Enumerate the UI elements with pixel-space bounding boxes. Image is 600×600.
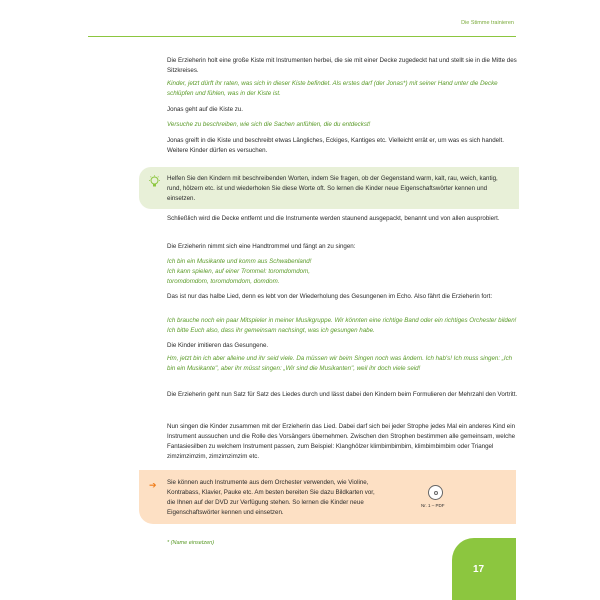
speech-4: Hm, jetzt bin ich aber alleine und ihr seid viele. Da müssen wir beim Singen noch was ändern. Ich hab's! Ich muss singen: „Ich bin ein Musikante", aber ihr müsst singen: „Wir sind die Musikanten", weil ihr doch viele seid! [167, 355, 513, 372]
paragraph-3: Jonas greift in die Kiste und beschreibt etwas Längliches, Eckiges, Kantiges etc. Vielleicht errät er, um was es sich handelt. Weitere Kinder dürfen es versuchen. [167, 137, 504, 154]
header-rule [88, 36, 516, 37]
lightbulb-icon [148, 175, 161, 188]
running-header: Die Stimme trainieren [461, 20, 514, 26]
page-number: 17 [473, 564, 485, 575]
speech-1: Kinder, jetzt dürft ihr raten, was sich in dieser Kiste befindet. Als erstes darf (der Jonas*) mit seiner Hand unter die Decke schlüpfen und fühlen, was in der Kiste ist. [167, 80, 498, 97]
info-text: Sie können auch Instrumente aus dem Orchester verwenden, wie Violine, Kontrabass, Klavier, Pauke etc. Am besten bereiten Sie dazu Bildkarten vor, die Ihnen auf der DVD zur Verfügung stehen. So lernen die Kinder neue Eigenschaftswörter kennen und einsetzen. [167, 479, 375, 516]
cd-icon [428, 485, 443, 500]
speech-2: Versuche zu beschreiben, wie sich die Sachen anfühlen, die du entdeckst! [167, 121, 371, 128]
footnote: * (Name einsetzen) [167, 540, 215, 546]
paragraph-9: Nun singen die Kinder zusammen mit der Erzieherin das Lied. Dabei darf sich bei jeder Strophe jedes Mal ein anderes Kind ein Instrument aussuchen und die Rolle des Vorsängers übernehmen. Zwischen den Strophen bestimmen alle gemeinsam, welche Fantasiesilben zu welchem Instrument passen, zum Beispiel: Klanghölzer klimbimbimbim, klimbimbimbim oder Triangel zimzimzimzim, zimzimzimzim etc. [167, 423, 516, 460]
cd-label: Nr. 1 – PDF [421, 503, 445, 508]
paragraph-8: Die Erzieherin geht nun Satz für Satz des Liedes durch und lässt dabei den Kindern beim Formulieren der Mehrzahl den Vortritt. [167, 391, 518, 398]
paragraph-1: Die Erzieherin holt eine große Kiste mit Instrumenten herbei, die sie mit einer Decke zugedeckt hat und stellt sie in die Mitte des Sitzkreises. [167, 57, 517, 74]
paragraph-7: Die Kinder imitieren das Gesungene. [167, 342, 269, 349]
paragraph-2: Jonas geht auf die Kiste zu. [167, 106, 244, 113]
paragraph-4: Schließlich wird die Decke entfernt und die Instrumente werden staunend ausgepackt, benannt und von allen ausprobiert. [167, 215, 500, 222]
paragraph-5: Die Erzieherin nimmt sich eine Handtrommel und fängt an zu singen: [167, 243, 356, 250]
paragraph-6: Das ist nur das halbe Lied, denn es lebt von der Wiederholung des Gesungenen im Echo. Also fährt die Erzieherin fort: [167, 293, 493, 300]
arrow-right-icon: ➔ [149, 480, 157, 490]
tip-text: Helfen Sie den Kindern mit beschreibenden Worten, indem Sie fragen, ob der Gegenstand warm, kalt, rau, weich, kantig, rund, hölzern etc. ist und wiederholen Sie diese Worte oft. So lernen die Kinder neue Eigenschaftswörter kennen und einsetzen. [167, 175, 498, 202]
speech-3: Ich brauche noch ein paar Mitspieler in meiner Musikgruppe. Wir könnten eine richtige Band oder ein richtiges Orchester bilden! Ich bitte Euch also, dass ihr gemeinsam nachsingt, was ich gesungen habe. [167, 317, 517, 334]
song-lyrics: Ich bin ein Musikante und komm aus Schwabenland! Ich kann spielen, auf einer Trommel: toromdomdom, toromdomdom, toromdomdom, domdom. [167, 258, 312, 285]
